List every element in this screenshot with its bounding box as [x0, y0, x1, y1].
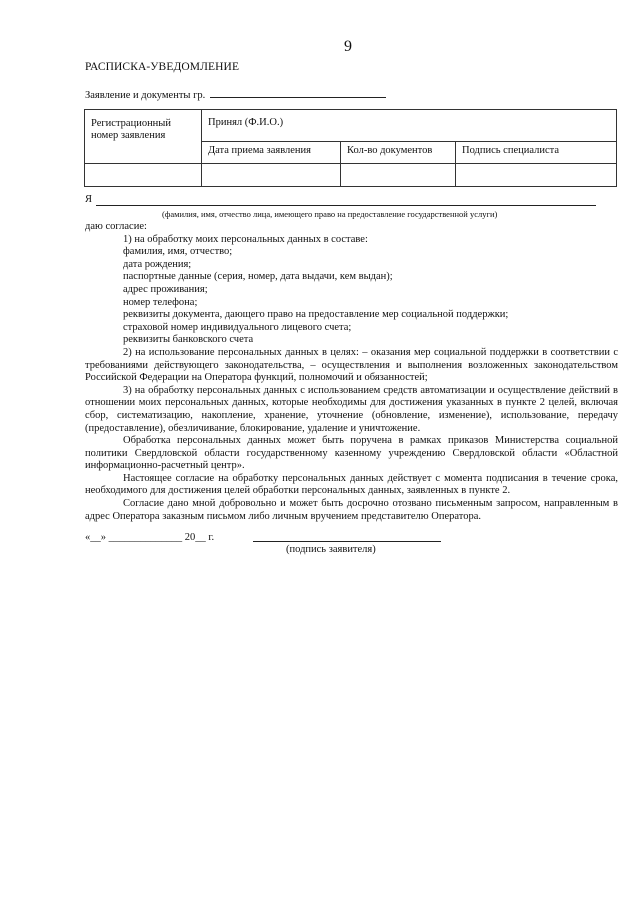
- receipt-table: [84, 109, 617, 187]
- signature-cell[interactable]: [456, 164, 617, 187]
- reg-number-header: Регистрационный номер заявления: [85, 110, 202, 164]
- processing-paragraph: Обработка персональных данных может быть поручена в рамках приказов Министерства социальной политики Свердловской области государственному казенному учреждению Свердловской области «Областной информационно-расчетный центр».: [85, 435, 618, 472]
- date-cell[interactable]: [202, 164, 341, 187]
- ya-label: Я: [85, 194, 93, 205]
- page-number: 9: [344, 38, 352, 55]
- signature-date-field[interactable]: «__» ______________ 20__ г.: [85, 532, 215, 543]
- item-3: 3) на обработку персональных данных с использованием средств автоматизации и осуществление действий в отношении моих персональных данных, которые необходимы для достижения указанных в пункте 2 целей, включая сбор, систематизацию, накопление, хранение, уточнение (обновление, изменение), использование, передачу (предоставление), обезличивание, блокирование, удаление и уничтожение.: [85, 384, 618, 434]
- list-item: адрес проживания;: [123, 283, 208, 295]
- docs-count-cell[interactable]: [341, 164, 456, 187]
- validity-paragraph: Настоящее согласие на обработку персональных данных действует с момента подписания в течение срока, необходимого для достижения целей обработки персональных данных, заявленных в пункте 2.: [85, 472, 618, 497]
- full-name-blank[interactable]: [96, 205, 596, 206]
- application-line: [85, 88, 386, 101]
- full-name-caption: (фамилия, имя, отчество лица, имеющего право на предоставление государственной услуги): [162, 209, 498, 219]
- list-item: дата рождения;: [123, 258, 192, 270]
- application-label: Заявление и документы гр.: [85, 90, 206, 101]
- signature-header: Подпись специалиста: [456, 142, 617, 164]
- applicant-name-blank[interactable]: [210, 88, 386, 98]
- accepted-by-header: Принял (Ф.И.О.): [202, 110, 617, 142]
- list-item: фамилия, имя, отчество;: [123, 246, 233, 258]
- list-item: реквизиты документа, дающего право на предоставление мер социальной поддержки;: [123, 309, 509, 321]
- date-header: Дата приема заявления: [202, 142, 341, 164]
- reg-number-cell[interactable]: [85, 164, 202, 187]
- item-2: 2) на использование персональных данных в целях: – оказания мер социальной поддержки в соответствии с требованиями действующего законодательства, – осуществления и выполнения возложенных законодательством Российской Федерации на Оператора функций, полномочий и обязанностей;: [85, 346, 618, 384]
- signature-caption: (подпись заявителя): [286, 544, 376, 555]
- docs-count-header: Кол-во документов: [341, 142, 456, 164]
- consent-text: [85, 221, 618, 523]
- voluntary-paragraph: Согласие дано мной добровольно и может быть досрочно отозвано письменным запросом, направленным в адрес Оператора заказным письмом либо личным вручением представителю Оператора.: [85, 498, 618, 522]
- list-item: номер телефона;: [123, 296, 198, 308]
- item-1-intro: 1) на обработку моих персональных данных в составе:: [123, 233, 368, 245]
- list-item: паспортные данные (серия, номер, дата выдачи, кем выдан);: [123, 271, 393, 283]
- give-consent: даю согласие:: [85, 221, 147, 232]
- signature-blank[interactable]: [253, 541, 441, 542]
- list-item: страховой номер индивидуального лицевого счета;: [123, 321, 352, 333]
- list-item: реквизиты банковского счета: [123, 334, 254, 346]
- document-title: РАСПИСКА-УВЕДОМЛЕНИЕ: [85, 61, 240, 73]
